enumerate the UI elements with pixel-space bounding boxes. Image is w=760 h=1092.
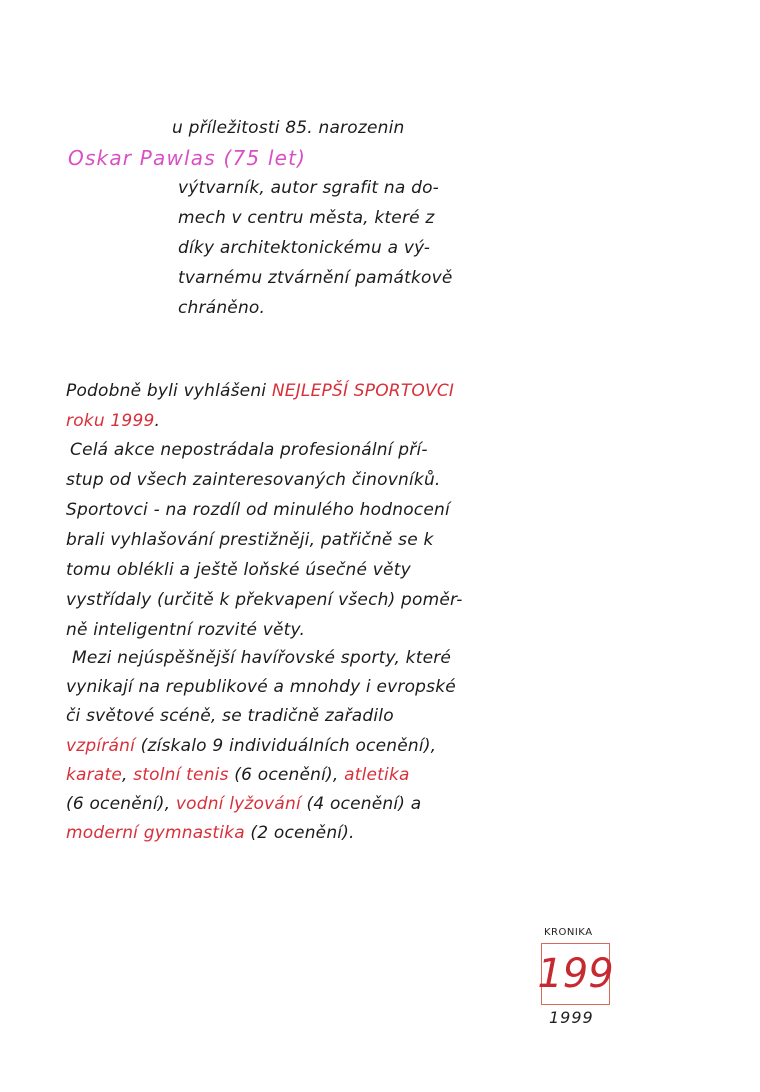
- sports-line-4: [66, 823, 355, 843]
- para1-line-4: brali vyhlašování prestižněji, patřičně se k: [66, 530, 434, 550]
- chronicle-stamp-label: KRONIKA: [544, 927, 593, 938]
- sport-heading-highlight: NEJLEPŠÍ SPORTOVCI: [271, 381, 455, 401]
- bio-line-4: tvarnému ztvárnění památkově: [178, 268, 453, 288]
- para1-line-6: vystřídaly (určitě k překvapení všech) poměr-: [66, 590, 463, 610]
- sport-rhythmic-gymnastics-awards: (2 ocenění).: [244, 823, 355, 843]
- sports-line-2: [66, 765, 410, 785]
- sport-table-tennis: stolní tenis: [133, 765, 229, 785]
- honoree-name: Oskar Pawlas: [68, 146, 216, 170]
- sport-weightlifting: vzpírání: [66, 736, 136, 756]
- para1-line-3: Sportovci - na rozdíl od minulého hodnocení: [66, 500, 450, 520]
- para2-line-1: Mezi nejúspěšnější havířovské sporty, které: [72, 648, 452, 668]
- para1-line-7: ně inteligentní rozvité věty.: [66, 620, 306, 640]
- page-number: 199: [537, 951, 614, 997]
- intro-line: u příležitosti 85. narozenin: [172, 118, 405, 138]
- sport-water-skiing: vodní lyžování: [175, 794, 301, 814]
- para2-line-3: či světové scéně, se tradičně zařadilo: [66, 706, 394, 726]
- chronicle-stamp: [537, 943, 614, 1005]
- sport-year: roku 1999: [66, 411, 155, 431]
- para1-line-5: tomu oblékli a ještě loňské úsečné věty: [66, 560, 411, 580]
- sports-line-1: [66, 736, 436, 756]
- honoree-line: [68, 146, 306, 170]
- sport-water-skiing-awards: (4 ocenění) a: [300, 794, 422, 814]
- sport-table-tennis-awards: (6 ocenění),: [228, 765, 345, 785]
- honoree-age: (75 let): [223, 146, 307, 170]
- sport-athletics-awards: (6 ocenění),: [66, 794, 176, 814]
- bio-line-5: chráněno.: [178, 298, 266, 318]
- sports-line-3: [66, 794, 421, 814]
- sport-rhythmic-gymnastics: moderní gymnastika: [66, 823, 245, 843]
- bio-line-3: díky architektonickému a vý-: [178, 238, 431, 258]
- bio-line-2: mech v centru města, které z: [178, 208, 435, 228]
- sport-year-line: [66, 411, 160, 431]
- para1-line-1: Celá akce nepostrádala profesionální pří-: [70, 440, 428, 460]
- sport-karate-sep: ,: [122, 765, 134, 785]
- sport-weightlifting-awards: (získalo 9 individuálních ocenění),: [135, 736, 437, 756]
- chronicle-year: 1999: [549, 1008, 594, 1027]
- sport-heading-prefix: Podobně byli vyhlášeni: [66, 381, 267, 401]
- sport-karate: karate: [66, 765, 122, 785]
- sport-athletics: atletika: [344, 765, 410, 785]
- para2-line-2: vynikají na republikové a mnohdy i evropské: [66, 677, 456, 697]
- sport-heading-line: [66, 381, 454, 401]
- bio-line-1: výtvarník, autor sgrafit na do-: [178, 178, 440, 198]
- sport-year-suffix: .: [154, 411, 161, 431]
- para1-line-2: stup od všech zainteresovaných činovníků.: [66, 470, 441, 490]
